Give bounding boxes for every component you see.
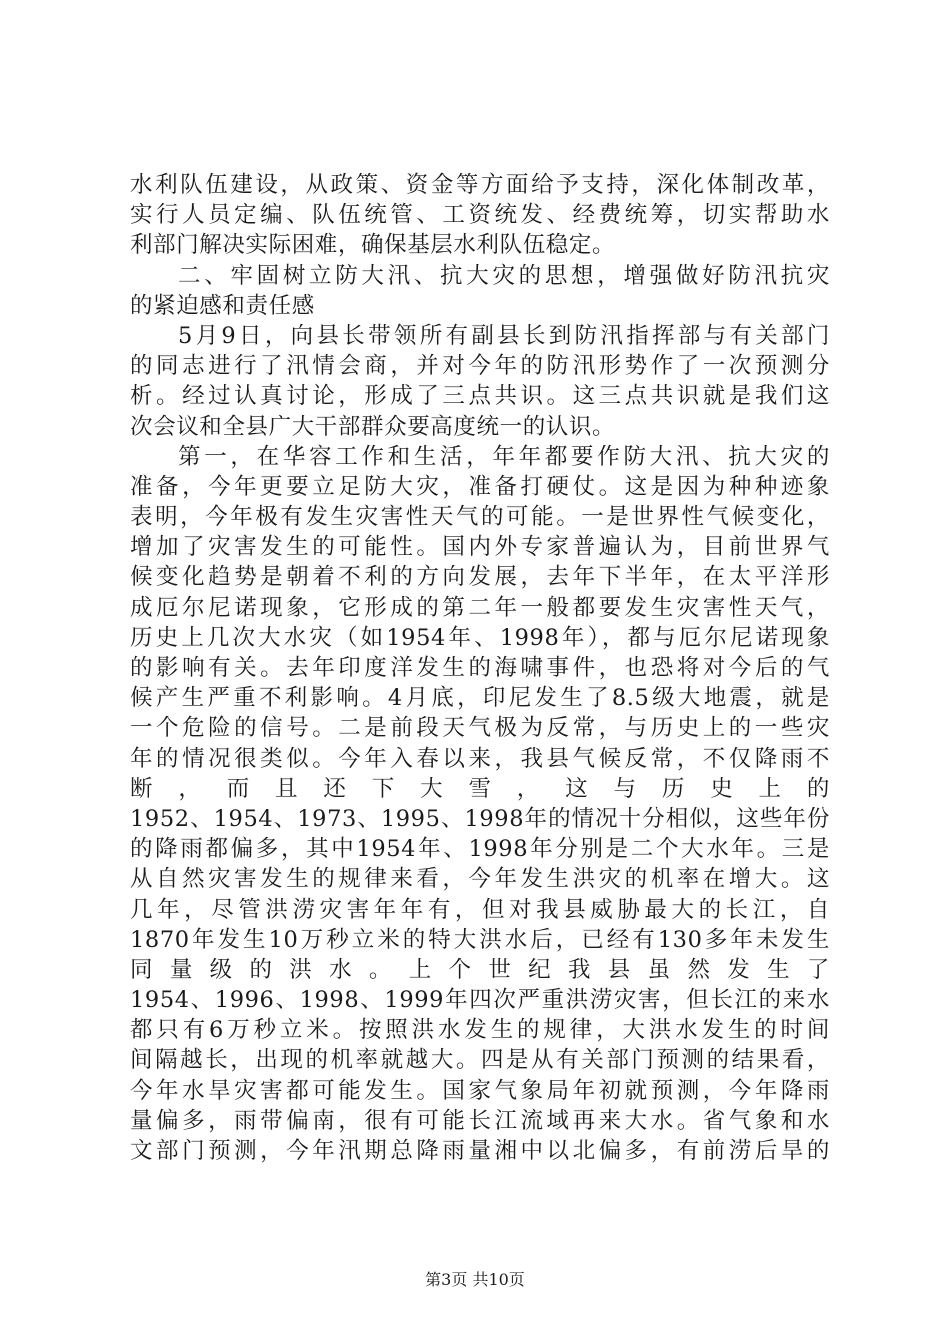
text-line: 量偏多，雨带偏南，很有可能长江流域再来大水。省气象和水 <box>130 1107 830 1134</box>
text-line: 候产生严重不利影响。4月底，印尼发生了8.5级大地震，就是 <box>130 685 830 712</box>
text-line: 1954、1996、1998、1999年四次严重洪涝灾害，但长江的来水 <box>130 987 830 1014</box>
text-line: 表明，今年极有发生灾害性天气的可能。一是世界性气候变化， <box>130 504 830 531</box>
text-line: 从自然灾害发生的规律来看，今年发生洪灾的机率在增大。这 <box>130 866 830 893</box>
document-body <box>130 170 830 1166</box>
text-line: 历史上几次大水灾（如1954年、1998年），都与厄尔尼诺现象 <box>130 624 830 651</box>
text-line: 析。经过认真讨论，形成了三点共识。这三点共识就是我们这 <box>130 383 830 410</box>
text-line: 第一，在华容工作和生活，年年都要作防大汛、抗大灾的 <box>178 443 830 470</box>
text-line: 1952、1954、1973、1995、1998年的情况十分相似，这些年份 <box>130 805 830 832</box>
text-line: 文部门预测，今年汛期总降雨量湘中以北偏多，有前涝后旱的 <box>130 1138 830 1164</box>
text-line: 5月9日，向县长带领所有副县长到防汛指挥部与有关部门 <box>178 322 830 349</box>
text-line: 间隔越长，出现的机率就越大。四是从有关部门预测的结果看， <box>130 1047 830 1074</box>
text-line: 的降雨都偏多，其中1954年、1998年分别是二个大水年。三是 <box>130 836 830 863</box>
text-line: 同 量 级 的 洪 水 。 上 个 世 纪 我 县 虽 然 发 生 了 <box>130 956 830 983</box>
text-line: 成厄尔尼诺现象，它形成的第二年一般都要发生灾害性天气， <box>130 594 830 621</box>
page-footer: 第3页 共10页 <box>425 1270 525 1289</box>
text-line: 几年，尽管洪涝灾害年年有，但对我县威胁最大的长江，自 <box>130 896 830 923</box>
text-line: 二、牢固树立防大汛、抗大灾的思想，增强做好防汛抗灾 <box>178 262 830 289</box>
text-line: 候变化趋势是朝着不利的方向发展，去年下半年，在太平洋形 <box>130 564 830 591</box>
text-line: 准备，今年更要立足防大灾，准备打硬仗。这是因为种种迹象 <box>130 473 830 500</box>
text-line: 都只有6万秒立米。按照洪水发生的规律，大洪水发生的时间 <box>130 1017 830 1044</box>
text-line: 的同志进行了汛情会商，并对今年的防汛形势作了一次预测分 <box>130 353 830 380</box>
text-line: 的紧迫感和责任感 <box>130 292 315 319</box>
text-line: 水利队伍建设，从政策、资金等方面给予支持，深化体制改革， <box>130 172 830 198</box>
text-line: 次会议和全县广大干部群众要高度统一的认识。 <box>130 413 616 440</box>
text-line: 的影响有关。去年印度洋发生的海啸事件，也恐将对今后的气 <box>130 655 830 681</box>
text-line: 年的情况很类似。今年入春以来，我县气候反常，不仅降雨不 <box>130 745 830 772</box>
text-line: 1870年发生10万秒立米的特大洪水后，已经有130多年未发生 <box>130 926 830 953</box>
text-line: 断 ， 而 且 还 下 大 雪 ， 这 与 历 史 上 的 <box>130 775 830 802</box>
text-line: 利部门解决实际困难，确保基层水利队伍稳定。 <box>130 232 616 259</box>
text-line: 今年水旱灾害都可能发生。国家气象局年初就预测，今年降雨 <box>130 1077 830 1104</box>
text-line: 一个危险的信号。二是前段天气极为反常，与历史上的一些灾 <box>130 715 830 742</box>
text-line: 实行人员定编、队伍统管、工资统发、经费统筹，切实帮助水 <box>130 202 830 229</box>
text-line: 增加了灾害发生的可能性。国内外专家普遍认为，目前世界气 <box>130 534 830 561</box>
